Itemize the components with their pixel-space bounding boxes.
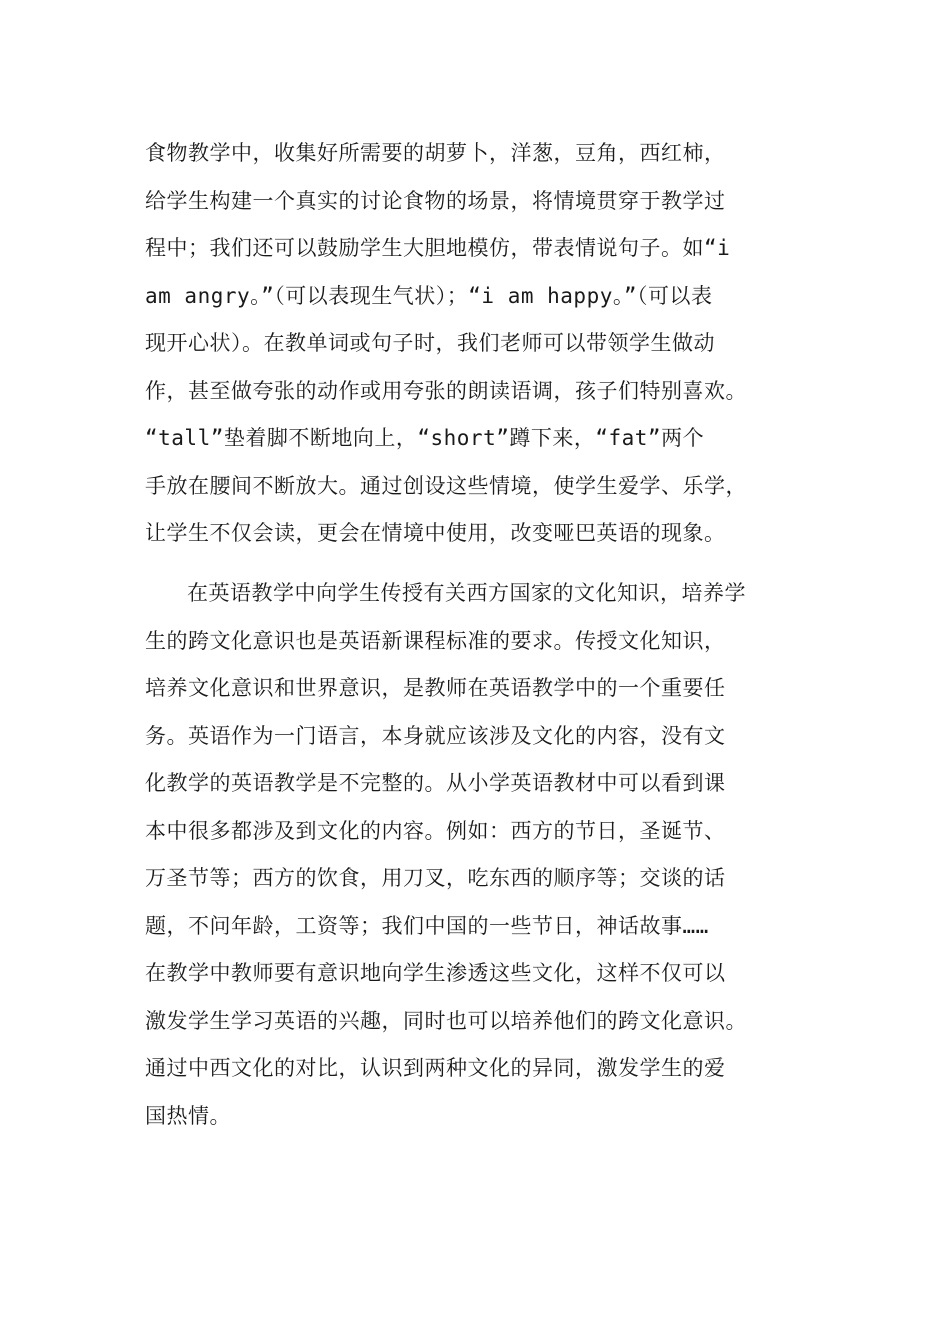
paragraph-1 bbox=[145, 130, 835, 558]
text-line: 作，甚至做夸张的动作或用夸张的朗读语调，孩子们特别喜欢。 bbox=[145, 378, 747, 403]
text-line: am angry。”（可以表现生气状）；“i am happy。”（可以表 bbox=[145, 283, 713, 308]
text-line: 化教学的英语教学是不完整的。从小学英语教材中可以看到课 bbox=[145, 771, 726, 795]
text-line: “tall”垫着脚不断地向上，“short”蹲下来，“fat”两个 bbox=[145, 426, 705, 450]
text-line: 在教学中教师要有意识地向学生渗透这些文化，这样不仅可以 bbox=[145, 961, 726, 985]
text-line: 给学生构建一个真实的讨论食物的场景，将情境贯穿于教学过 bbox=[145, 188, 726, 213]
text-line: 务。英语作为一门语言，本身就应该涉及文化的内容，没有文 bbox=[145, 723, 726, 748]
text-line-first: 在英语教学中向学生传授有关西方国家的文化知识，培养学 bbox=[187, 581, 746, 605]
text-line: 手放在腰间不断放大。通过创设这些情境，使学生爱学、乐学， bbox=[145, 473, 747, 498]
text-line: 程中；我们还可以鼓励学生大胆地模仿，带表情说句子。如“i bbox=[145, 236, 731, 260]
text-line: 万圣节等；西方的饮食，用刀叉，吃东西的顺序等；交谈的话 bbox=[145, 866, 726, 890]
text-line: 生的跨文化意识也是英语新课程标准的要求。传授文化知识， bbox=[145, 628, 726, 653]
text-line: 通过中西文化的对比，认识到两种文化的异同，激发学生的爱 bbox=[145, 1056, 726, 1080]
paragraph-2 bbox=[145, 570, 835, 1140]
text-line: 题，不问年龄，工资等；我们中国的一些节日，神话故事…… bbox=[145, 913, 709, 938]
text-line: 现开心状）。在教单词或句子时，我们老师可以带领学生做动 bbox=[145, 331, 715, 355]
text-line: 让学生不仅会读，更会在情境中使用，改变哑巴英语的现象。 bbox=[145, 521, 726, 545]
text-line: 食物教学中，收集好所需要的胡萝卜，洋葱，豆角，西红柿， bbox=[145, 141, 726, 165]
text-line: 国热情。 bbox=[145, 1103, 231, 1128]
text-line: 本中很多都涉及到文化的内容。例如：西方的节日，圣诞节、 bbox=[145, 818, 726, 843]
text-line: 培养文化意识和世界意识，是教师在英语教学中的一个重要任 bbox=[145, 676, 726, 700]
text-line: 激发学生学习英语的兴趣，同时也可以培养他们的跨文化意识。 bbox=[145, 1008, 747, 1033]
